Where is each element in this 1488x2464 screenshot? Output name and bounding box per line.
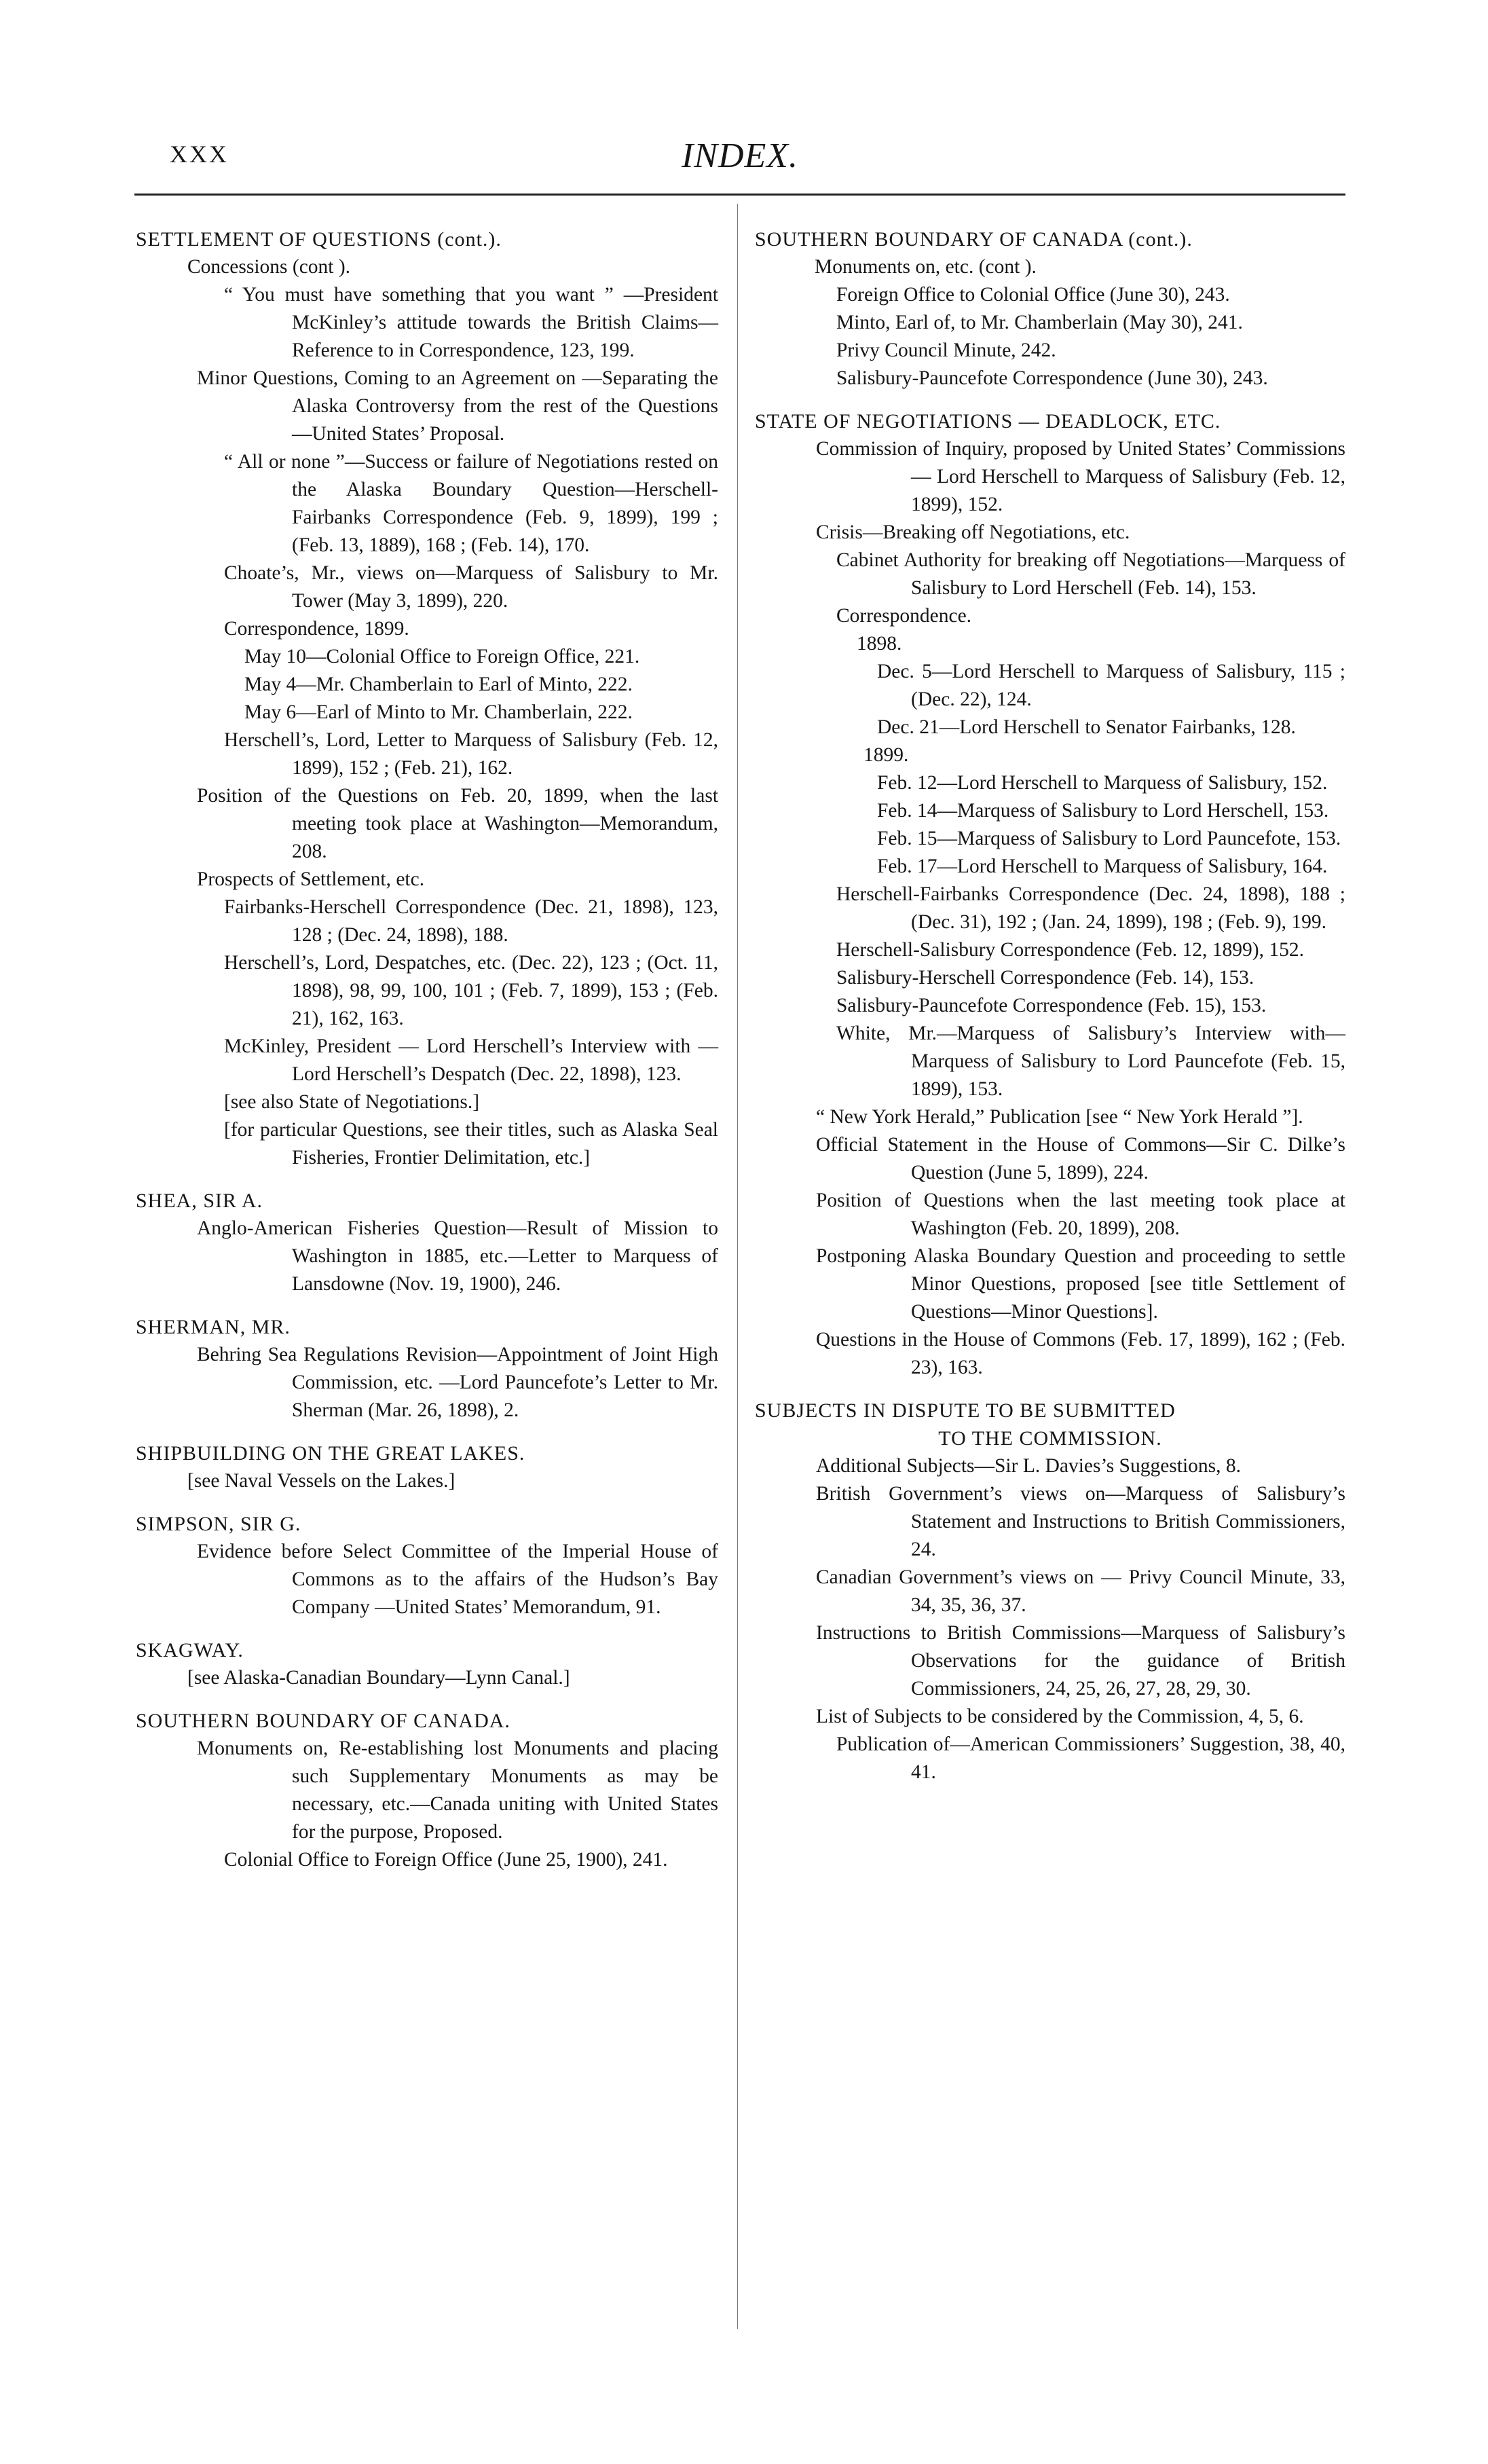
index-heading: SHIPBUILDING ON THE GREAT LAKES.: [136, 1442, 525, 1465]
index-entry: Herschell’s, Lord, Despatches, etc. (Dec. 22), 123 ; (Oct. 11, 1898), 98, 99, 100, 101 ; (Feb. 7, 1899), 153 ; (Feb. 21), 162, 163.: [224, 952, 718, 1029]
index-entry: “ You must have something that you want ” —President McKinley’s attitude towards the British Claims—Reference to in Correspondence, 123, 199.: [224, 284, 718, 361]
index-heading: SIMPSON, SIR G.: [136, 1513, 301, 1535]
index-entry: Cabinet Authority for breaking off Negotiations—Marquess of Salisbury to Lord Herschell (Feb. 14), 153.: [836, 549, 1345, 599]
index-heading: SKAGWAY.: [136, 1639, 244, 1661]
index-entry: Prospects of Settlement, etc.: [197, 868, 425, 890]
index-entry: 1898.: [857, 633, 902, 655]
index-entry: [see Alaska-Canadian Boundary—Lynn Canal.]: [187, 1667, 570, 1689]
index-entry: List of Subjects to be considered by the Commission, 4, 5, 6.: [816, 1706, 1304, 1727]
index-entry: Concessions (cont ).: [187, 256, 351, 278]
index-heading: SHERMAN, MR.: [136, 1316, 291, 1338]
index-entry: Herschell-Salisbury Correspondence (Feb. 12, 1899), 152.: [836, 939, 1305, 961]
index-entry: Salisbury-Pauncefote Correspondence (June 30), 243.: [836, 367, 1268, 389]
index-entry: Postponing Alaska Boundary Question and proceeding to settle Minor Questions, proposed [see title Settlement of Questions—Minor Questions].: [816, 1245, 1345, 1323]
column-divider: [737, 204, 738, 2329]
index-entry: Feb. 15—Marquess of Salisbury to Lord Pauncefote, 153.: [877, 828, 1341, 849]
index-heading: SUBJECTS IN DISPUTE TO BE SUBMITTED: [755, 1399, 1176, 1422]
right-column: [755, 225, 1345, 1786]
index-entry: Minto, Earl of, to Mr. Chamberlain (May 30), 241.: [836, 312, 1243, 333]
page-number: XXX: [170, 141, 229, 168]
page-header: [136, 136, 1344, 190]
index-heading: SHEA, SIR A.: [136, 1190, 263, 1212]
index-entry: Dec. 5—Lord Herschell to Marquess of Salisbury, 115 ; (Dec. 22), 124.: [877, 661, 1345, 710]
index-entry: Minor Questions, Coming to an Agreement on —Separating the Alaska Controversy from the rest of the Questions —United States’ Proposal.: [197, 367, 718, 445]
index-entry: 1899.: [863, 744, 909, 766]
index-entry: Feb. 14—Marquess of Salisbury to Lord Herschell, 153.: [877, 800, 1329, 822]
index-heading: SOUTHERN BOUNDARY OF CANADA.: [136, 1710, 510, 1732]
index-entry: Behring Sea Regulations Revision—Appointment of Joint High Commission, etc. —Lord Pauncefote’s Letter to Mr. Sherman (Mar. 26, 1898), 2.: [197, 1344, 718, 1421]
index-entry: “ New York Herald,” Publication [see “ New York Herald ”].: [816, 1106, 1303, 1128]
index-entry: White, Mr.—Marquess of Salisbury’s Interview with—Marquess of Salisbury to Lord Pauncefote (Feb. 15, 1899), 153.: [836, 1023, 1345, 1100]
index-entry: Salisbury-Herschell Correspondence (Feb. 14), 153.: [836, 967, 1254, 989]
index-heading: STATE OF NEGOTIATIONS — DEADLOCK, ETC.: [755, 410, 1221, 433]
index-entry: British Government’s views on—Marquess of Salisbury’s Statement and Instructions to British Commissioners, 24.: [816, 1483, 1345, 1560]
index-heading: SOUTHERN BOUNDARY OF CANADA (cont.).: [755, 228, 1193, 251]
index-entry: Additional Subjects—Sir L. Davies’s Suggestions, 8.: [816, 1455, 1242, 1477]
index-heading: SETTLEMENT OF QUESTIONS (cont.).: [136, 228, 502, 251]
index-entry: [for particular Questions, see their titles, such as Alaska Seal Fisheries, Frontier Delimitation, etc.]: [224, 1119, 718, 1169]
index-entry: Correspondence, 1899.: [224, 618, 409, 640]
header-rule: [134, 194, 1345, 196]
index-entry: Monuments on, etc. (cont ).: [815, 256, 1037, 278]
index-entry: Herschell’s, Lord, Letter to Marquess of Salisbury (Feb. 12, 1899), 152 ; (Feb. 21), 162.: [224, 729, 718, 779]
index-entry: Monuments on, Re-establishing lost Monuments and placing such Supplementary Monuments as may be necessary, etc.—Canada uniting with United States for the purpose, Proposed.: [197, 1737, 718, 1843]
index-entry: [see also State of Negotiations.]: [224, 1091, 480, 1113]
index-entry: May 6—Earl of Minto to Mr. Chamberlain, 222.: [244, 701, 633, 723]
index-entry: Colonial Office to Foreign Office (June 25, 1900), 241.: [224, 1849, 668, 1871]
index-entry: Privy Council Minute, 242.: [836, 339, 1056, 361]
index-heading: TO THE COMMISSION.: [938, 1427, 1162, 1450]
index-entry: May 4—Mr. Chamberlain to Earl of Minto, 222.: [244, 674, 633, 695]
index-entry: Official Statement in the House of Commons—Sir C. Dilke’s Question (June 5, 1899), 224.: [816, 1134, 1345, 1183]
index-entry: Questions in the House of Commons (Feb. 17, 1899), 162 ; (Feb. 23), 163.: [816, 1329, 1345, 1378]
index-entry: Publication of—American Commissioners’ Suggestion, 38, 40, 41.: [836, 1733, 1345, 1783]
index-entry: McKinley, President — Lord Herschell’s Interview with — Lord Herschell’s Despatch (Dec. 22, 1898), 123.: [224, 1035, 718, 1085]
index-entry: Dec. 21—Lord Herschell to Senator Fairbanks, 128.: [877, 716, 1296, 738]
index-entry: “ All or none ”—Success or failure of Negotiations rested on the Alaska Boundary Question—Herschell-Fairbanks Correspondence (Feb. 9, 1899), 199 ; (Feb. 13, 1889), 168 ; (Feb. 14), 170.: [224, 451, 718, 556]
index-entry: Foreign Office to Colonial Office (June 30), 243.: [836, 284, 1230, 306]
index-entry: Correspondence.: [836, 605, 972, 627]
index-entry: Commission of Inquiry, proposed by United States’ Commissions — Lord Herschell to Marquess of Salisbury (Feb. 12, 1899), 152.: [816, 438, 1345, 515]
index-entry: Instructions to British Commissions—Marquess of Salisbury’s Observations for the guidance of British Commissioners, 24, 25, 26, 27, 28, 29, 30.: [816, 1622, 1345, 1699]
index-entry: [see Naval Vessels on the Lakes.]: [187, 1470, 455, 1492]
index-entry: Canadian Government’s views on — Privy Council Minute, 33, 34, 35, 36, 37.: [816, 1566, 1345, 1616]
index-entry: Position of Questions when the last meeting took place at Washington (Feb. 20, 1899), 208.: [816, 1190, 1345, 1239]
index-entry: Salisbury-Pauncefote Correspondence (Feb. 15), 153.: [836, 995, 1267, 1016]
index-entry: Fairbanks-Herschell Correspondence (Dec. 21, 1898), 123, 128 ; (Dec. 24, 1898), 188.: [224, 896, 718, 946]
index-entry: Position of the Questions on Feb. 20, 1899, when the last meeting took place at Washington—Memorandum, 208.: [197, 785, 718, 862]
index-entry: Crisis—Breaking off Negotiations, etc.: [816, 521, 1130, 543]
index-entry: May 10—Colonial Office to Foreign Office, 221.: [244, 646, 640, 667]
index-entry: Anglo-American Fisheries Question—Result of Mission to Washington in 1885, etc.—Letter to Marquess of Lansdowne (Nov. 19, 1900), 246.: [197, 1217, 718, 1295]
index-entry: Choate’s, Mr., views on—Marquess of Salisbury to Mr. Tower (May 3, 1899), 220.: [224, 562, 718, 612]
running-head: INDEX.: [681, 136, 799, 175]
index-entry: Feb. 17—Lord Herschell to Marquess of Salisbury, 164.: [877, 856, 1328, 877]
index-entry: Feb. 12—Lord Herschell to Marquess of Salisbury, 152.: [877, 772, 1328, 794]
index-entry: Evidence before Select Committee of the Imperial House of Commons as to the affairs of the Hudson’s Bay Company —United States’ Memorandum, 91.: [197, 1541, 718, 1618]
left-column: [136, 225, 718, 1874]
index-entry: Herschell-Fairbanks Correspondence (Dec. 24, 1898), 188 ; (Dec. 31), 192 ; (Jan. 24, 1899), 198 ; (Feb. 9), 199.: [836, 883, 1345, 933]
